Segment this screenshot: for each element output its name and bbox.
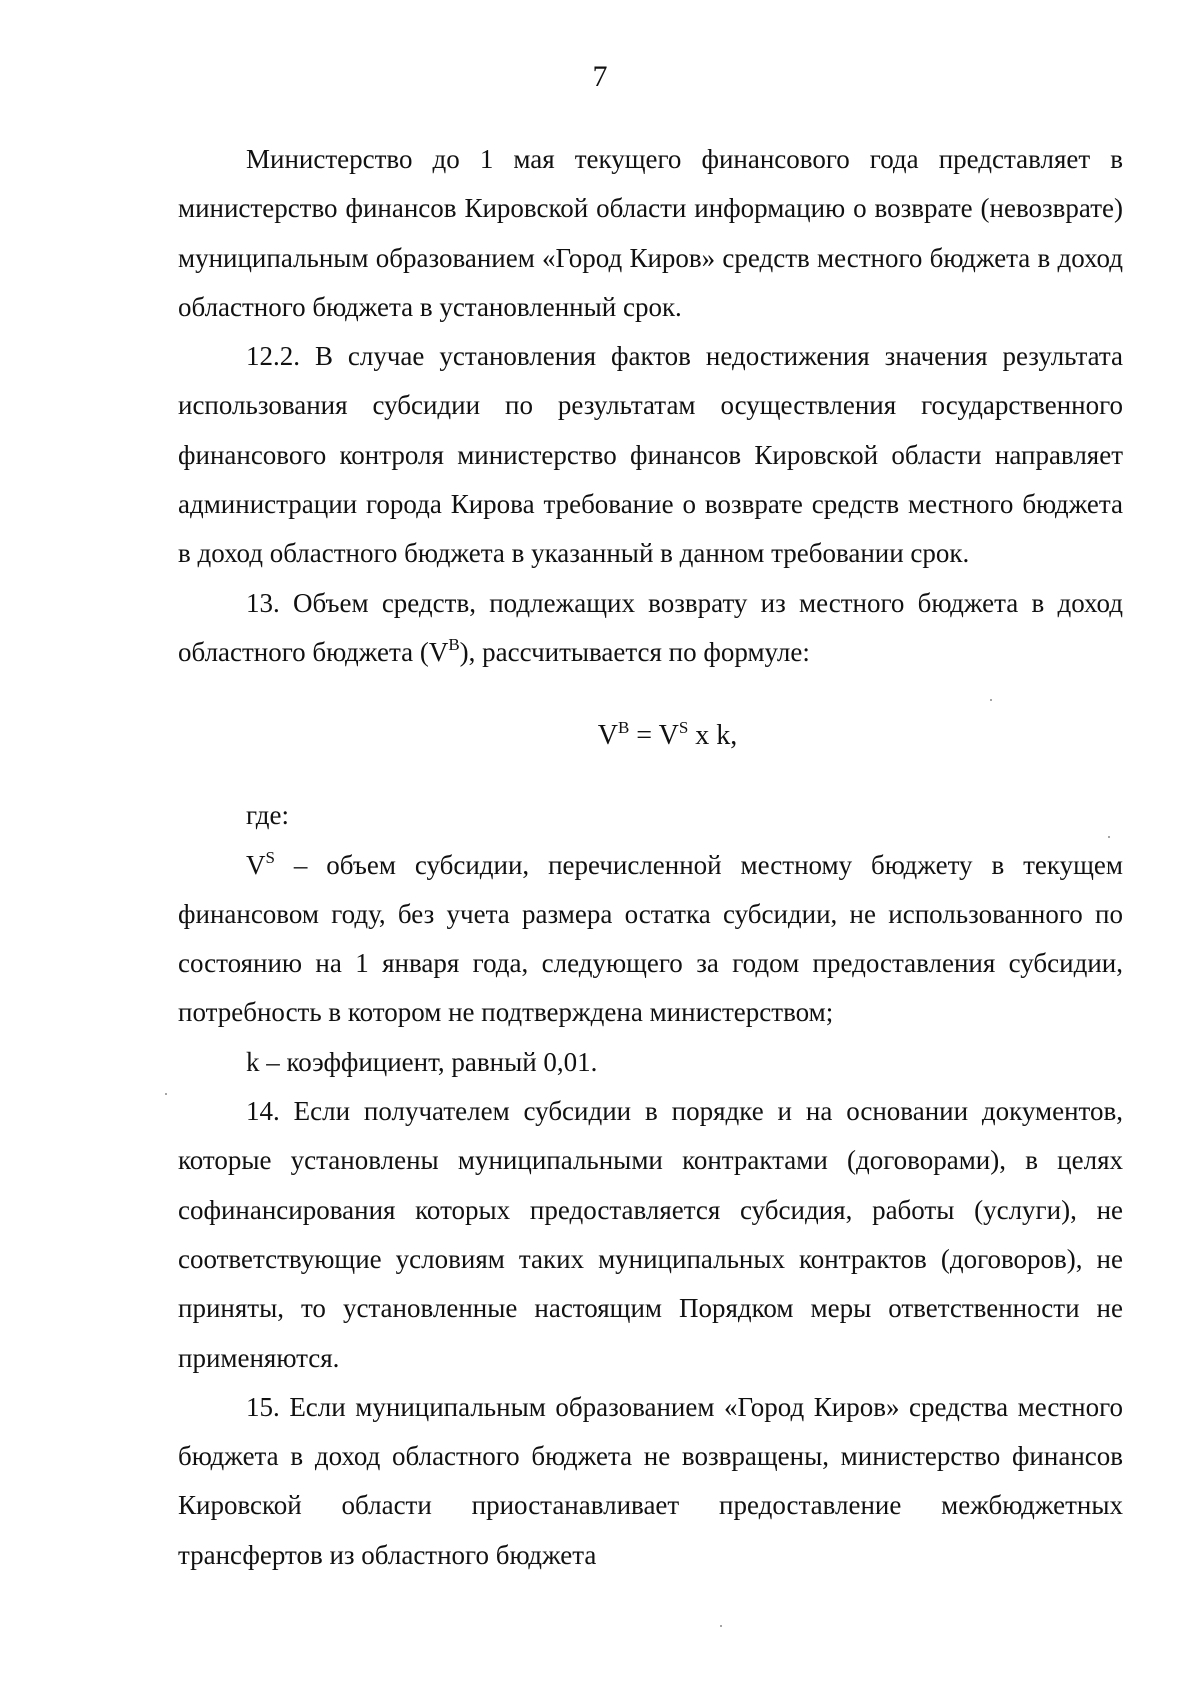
formula-lhs: V: [597, 720, 618, 752]
scan-speck: [165, 1093, 167, 1095]
formula-rhs: V: [658, 720, 679, 752]
paragraph-ministry-report: Министерство до 1 мая текущего финансового года представляет в министерство финансов Кировской области информацию о возврате (невозврате) муниципальным образованием «Город Киров» средств местного бюджета в доход областного бюджета в установленный срок.: [178, 144, 1123, 322]
scan-speck: [1108, 836, 1110, 838]
superscript-b: B: [448, 634, 460, 654]
vs-symbol: V: [246, 849, 266, 880]
vs-superscript: S: [265, 847, 275, 867]
paragraph-k-definition: k – коэффициент, равный 0,01.: [246, 1046, 598, 1077]
paragraph-vs-definition: [178, 841, 1123, 1038]
paragraph-13-text: 13. Объем средств, подлежащих возврату из местного бюджета в доход областного бюджета (V: [178, 587, 1123, 667]
formula-rhs-sup: S: [678, 718, 689, 738]
formula-lhs-sup: B: [617, 718, 630, 738]
paragraph-14: 14. Если получателем субсидии в порядке и на основании документов, которые установлены муниципальными контрактами (договорами), в целях софинансирования которых предоставляется субсидия, работы (услуги), не соответствующие условиям таких муниципальных контрактов (договоров), не приняты, то установленные настоящим Порядком меры ответственности не применяются.: [178, 1096, 1123, 1373]
document-body: [178, 135, 1123, 1580]
page-number: 7: [592, 60, 608, 93]
paragraph-12-2: 12.2. В случае установления фактов недостижения значения результата использования субсидии по результатам осуществления государственного финансового контроля министерство финансов Кировской области направляет администрации города Кирова требование о возврате средств местного бюджета в доход областного бюджета в указанный в данном требовании срок.: [178, 341, 1123, 569]
paragraph-15: 15. Если муниципальным образованием «Город Киров» средства местного бюджета в доход областного бюджета не возвращены, министерство финансов Кировской области приостанавливает предоставление межбюджетных трансфертов из областного бюджета: [178, 1391, 1123, 1570]
scan-speck: [990, 699, 992, 701]
formula-rest: x k,: [688, 720, 738, 752]
vs-description: – объем субсидии, перечисленной местному бюджету в текущем финансовом году, без учета размера остатка субсидии, не использованного по состоянию на 1 января года, следующего за годом предоставления субсидии, потребность в котором не подтверждена министерством;: [178, 849, 1123, 1028]
formula-equals: =: [629, 720, 659, 752]
paragraph-13-tail: ), рассчитывается по формуле:: [459, 636, 810, 667]
paragraph-13: [178, 579, 1123, 678]
paragraph-where: где:: [246, 800, 289, 831]
formula: [178, 706, 1123, 766]
scan-speck: [720, 1625, 722, 1627]
